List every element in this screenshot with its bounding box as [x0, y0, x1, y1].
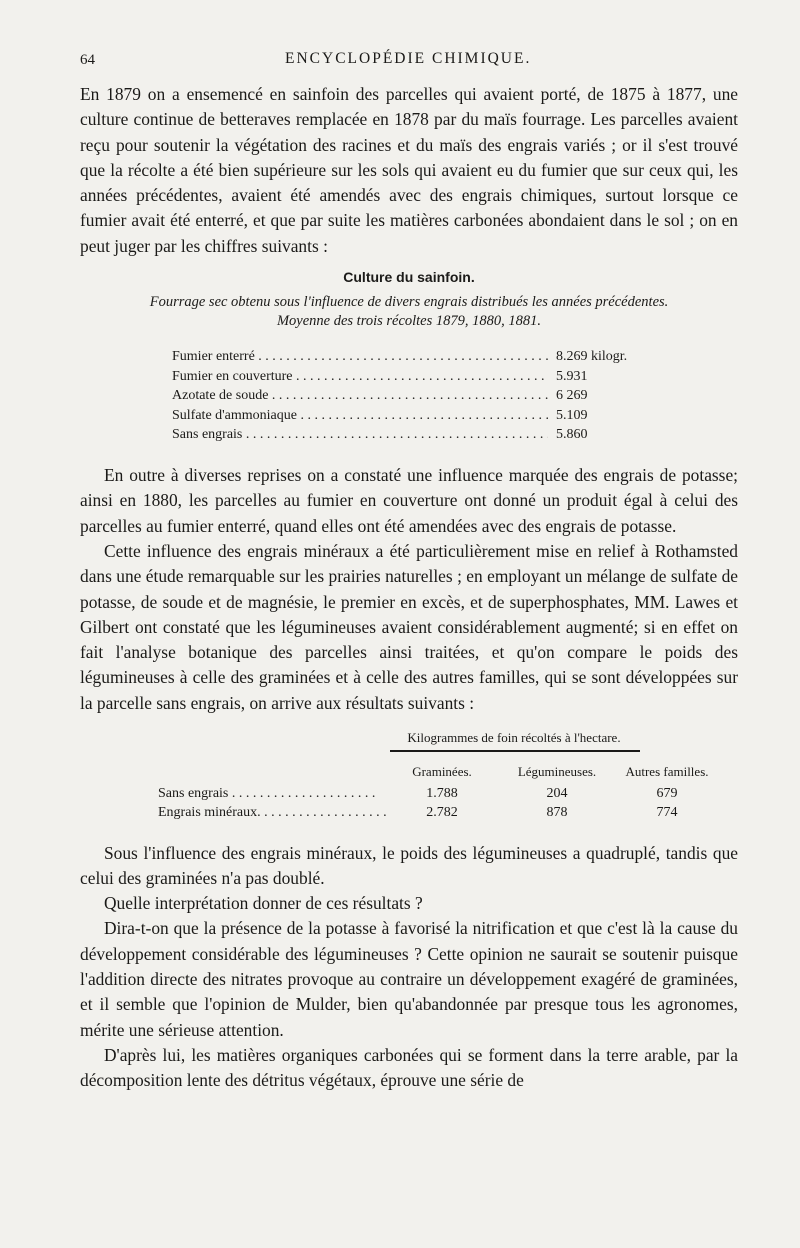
- hay-table-caption: Kilogrammes de foin récoltés à l'hectare.: [407, 730, 621, 746]
- sainfoin-results-list: [172, 347, 652, 445]
- row-label: Sans engrais . . .: [158, 784, 386, 804]
- table-header-row: [158, 762, 718, 782]
- list-item-value: 5.109: [556, 407, 588, 423]
- table-cell: 204: [546, 785, 568, 801]
- list-item-label: Sulfate d'ammoniaque . . .: [172, 406, 548, 426]
- list-item-label: Sans engrais . . .: [172, 425, 548, 445]
- column-header: Légumineuses.: [517, 764, 597, 780]
- paragraph: Cette influence des engrais minéraux a été particulièrement mise en relief à Rothamsted dans une étude remarquable sur les prairies naturelles ; en employant un mélange de sulfate de potasse, de soude et de magnésie, le premier en excès, et de superphosphates, MM. Lawes et Gilbert ont constaté que les légumineuses avaient considérablement augmenté; si en effet on fait l'analyse botanique des parcelles ainsi traitées, et qu'on compare le poids des légumineuses à celle des graminées et à celle des autres familles, qui se sont développées sur la parcelle sans engrais, on arrive aux résultats suivants :: [80, 540, 738, 713]
- table-cell: 679: [656, 785, 678, 801]
- list-item-label: Fumier en couverture . . .: [172, 367, 548, 387]
- page-header: [80, 48, 738, 82]
- list-item-value: 8.269 kilogr.: [556, 349, 628, 365]
- divider: [390, 750, 640, 752]
- list-item-label: Azotate de soude . . .: [172, 386, 548, 406]
- column-header: Graminées.: [412, 764, 472, 780]
- paragraph: Dira-t-on que la présence de la potasse à favorisé la nitrification et que c'est là la cause du développement considérable des légumineuses ? Cette opinion ne saurait se soutenir puisque l'addition directe des nitrates provoque au contraire un développement exagéré de graminées, et il semble que l'opinion de Mulder, bien qu'abandonnée par presque tous les agronomes, mérite une sérieuse attention.: [80, 918, 738, 1040]
- paragraph: Quelle interprétation donner de ces résultats ?: [104, 893, 423, 914]
- table-cell: 1.788: [426, 785, 458, 801]
- paragraph: En 1879 on a ensemencé en sainfoin des parcelles qui avaient porté, de 1875 à 1877, une culture continue de betteraves remplacée en 1878 par du maïs fourrage. Les parcelles avaient reçu pour soutenir la végétation des racines et du maïs des engrais variés ; or il s'est trouvé que la récolte a été bien supérieure sur les sols qui avaient eu du fumier que sur ceux qui, les années précédentes, avaient été amendés avec des engrais chimiques, surtout lorsque ce fumier avait été enterré, et que par suite les matières carbonées abondaient dans le sol ; on en peut juger par les chiffres suivants :: [80, 84, 738, 256]
- list-item-label: Fumier enterré . . .: [172, 347, 548, 367]
- list-item-value: 5.931: [556, 368, 588, 384]
- list-item-value: 5.860: [556, 427, 588, 443]
- list-item: [172, 425, 652, 445]
- table-title: Culture du sainfoin.: [343, 269, 475, 286]
- list-item-value: 6 269: [556, 388, 588, 404]
- page-number: 64: [80, 52, 95, 68]
- table-cell: 2.782: [426, 805, 458, 821]
- list-item: [172, 347, 652, 367]
- paragraph: Sous l'influence des engrais minéraux, le poids des légumineuses a quadruplé, tandis que celui des graminées n'a pas doublé.: [80, 842, 738, 888]
- column-header: Autres familles.: [625, 764, 709, 780]
- spacer: [80, 823, 738, 841]
- table-header-empty: [158, 762, 386, 782]
- row-label: Engrais minéraux. . . .: [158, 803, 386, 823]
- list-item: [172, 367, 652, 387]
- table-caption-sub: Moyenne des trois récoltes 1879, 1880, 1881.: [276, 313, 542, 330]
- running-title: ENCYCLOPÉDIE CHIMIQUE.: [285, 50, 532, 67]
- table-row: [158, 803, 718, 823]
- table-caption: Fourrage sec obtenu sous l'influence de divers engrais distribués les années précédentes.: [149, 294, 669, 311]
- paragraph: En outre à diverses reprises on a constaté une influence marquée des engrais de potasse; ainsi en 1880, les parcelles au fumier en couverture ont donné un produit égal à celui des parcelles au fumier enterré, quand elles ont été amendées avec des engrais de potasse.: [80, 465, 738, 536]
- list-item: [172, 406, 652, 426]
- table-row: [158, 784, 718, 804]
- hay-yield-table: [158, 762, 718, 823]
- list-item: [172, 386, 652, 406]
- table-cell: 774: [656, 805, 678, 821]
- table-cell: 878: [546, 805, 568, 821]
- paragraph: D'après lui, les matières organiques carbonées qui se forment dans la terre arable, par la décomposition lente des détritus végétaux, éprouve une série de: [80, 1044, 738, 1091]
